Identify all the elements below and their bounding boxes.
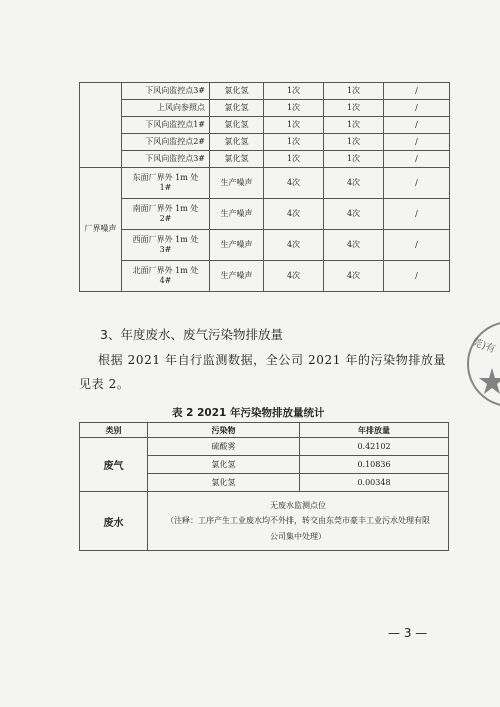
- frequency-cell: 1次: [324, 134, 384, 151]
- frequency-cell: 1次: [324, 117, 384, 134]
- point-line: 西面厂界外 1m 处: [132, 234, 199, 244]
- remark-cell: /: [384, 117, 450, 134]
- pollutant-cell: 氯化氢: [148, 456, 300, 474]
- frequency-cell: 4次: [324, 261, 384, 292]
- remark-cell: /: [384, 261, 450, 292]
- pollutant-cell: 氯化氢: [210, 134, 264, 151]
- monitoring-point: 下风向监控点3#: [122, 83, 210, 100]
- table-row: [80, 438, 449, 456]
- table-row: [80, 492, 449, 551]
- pollutant-cell: 生产噪声: [210, 230, 264, 261]
- pollutant-cell: 硫酸雾: [148, 438, 300, 456]
- category-cell-water: 废水: [80, 492, 148, 551]
- category-cell-noise: 厂界噪声: [80, 168, 122, 292]
- category-cell-gas: 废气: [80, 438, 148, 492]
- note-line: 无废水监测点位: [270, 501, 326, 511]
- table-row: [80, 100, 450, 117]
- column-header: 污染物: [148, 423, 300, 438]
- frequency-cell: 1次: [324, 151, 384, 168]
- point-line: 3#: [159, 245, 172, 254]
- pollutant-cell: 氯化氢: [148, 474, 300, 492]
- point-line: 4#: [159, 276, 172, 285]
- frequency-cell: 4次: [324, 199, 384, 230]
- point-line: 北面厂界外 1m 处: [132, 265, 199, 275]
- svg-text:莞)有: 莞)有: [470, 336, 497, 356]
- frequency-cell: 1次: [264, 83, 324, 100]
- frequency-cell: 4次: [264, 168, 324, 199]
- pollutant-cell: 氯化氢: [210, 151, 264, 168]
- remark-cell: /: [384, 199, 450, 230]
- monitoring-point: [122, 199, 210, 230]
- water-note-cell: [148, 492, 449, 551]
- remark-cell: /: [384, 83, 450, 100]
- table-row: [80, 117, 450, 134]
- pollutant-cell: 生产噪声: [210, 199, 264, 230]
- column-header: 类别: [80, 423, 148, 438]
- body-paragraph-line: 见表 2。: [79, 377, 130, 391]
- table-row: [80, 83, 450, 100]
- seal-stamp: [462, 316, 500, 416]
- remark-cell: /: [384, 230, 450, 261]
- table-row: [80, 134, 450, 151]
- monitoring-point: 上风向参照点: [122, 100, 210, 117]
- amount-cell: 0.00348: [300, 474, 449, 492]
- pollutant-cell: 生产噪声: [210, 261, 264, 292]
- table-row: [80, 199, 450, 230]
- frequency-cell: 1次: [324, 100, 384, 117]
- frequency-cell: 1次: [264, 100, 324, 117]
- table-caption: 表 2 2021 年污染物排放量统计: [172, 407, 325, 419]
- point-line: 2#: [159, 214, 172, 223]
- pollutant-cell: 氯化氢: [210, 100, 264, 117]
- point-line: 南面厂界外 1m 处: [132, 203, 199, 213]
- note-line: （注释：工序产生工业废水均不外排，转交由东莞市豪丰工业污水处理有限: [166, 516, 430, 526]
- frequency-cell: 1次: [324, 83, 384, 100]
- pollutant-cell: 氯化氢: [210, 83, 264, 100]
- frequency-cell: 1次: [264, 151, 324, 168]
- frequency-cell: 4次: [264, 199, 324, 230]
- pollutant-cell: 氯化氢: [210, 117, 264, 134]
- frequency-cell: 4次: [324, 230, 384, 261]
- category-cell-air: [80, 83, 122, 168]
- emission-statistics-table: [79, 422, 449, 551]
- seal-stamp-graphic: [462, 316, 500, 416]
- section-heading: 3、年度废水、废气污染物排放量: [100, 327, 283, 342]
- amount-cell: 0.10836: [300, 456, 449, 474]
- table-row: [80, 261, 450, 292]
- column-header: 年排放量: [300, 423, 449, 438]
- remark-cell: /: [384, 168, 450, 199]
- monitoring-point: 下风向监控点2#: [122, 134, 210, 151]
- monitoring-point: 下风向监控点3#: [122, 151, 210, 168]
- note-line: 公司集中处理）: [270, 531, 326, 541]
- monitoring-point: [122, 168, 210, 199]
- body-paragraph-line: 根据 2021 年自行监测数据，全公司 2021 年的污染物排放量: [98, 353, 447, 367]
- frequency-cell: 4次: [324, 168, 384, 199]
- monitoring-point: 下风向监控点1#: [122, 117, 210, 134]
- frequency-cell: 4次: [264, 261, 324, 292]
- point-line: 1#: [159, 183, 172, 192]
- frequency-cell: 1次: [264, 117, 324, 134]
- monitoring-frequency-table: [79, 82, 450, 292]
- monitoring-point: [122, 261, 210, 292]
- frequency-cell: 4次: [264, 230, 324, 261]
- remark-cell: /: [384, 151, 450, 168]
- point-line: 东面厂界外 1m 处: [132, 172, 199, 182]
- page-number: — 3 —: [388, 626, 428, 640]
- table-header-row: [80, 423, 449, 438]
- table-row: [80, 168, 450, 199]
- pollutant-cell: 生产噪声: [210, 168, 264, 199]
- remark-cell: /: [384, 100, 450, 117]
- monitoring-point: [122, 230, 210, 261]
- table-row: [80, 151, 450, 168]
- frequency-cell: 1次: [264, 134, 324, 151]
- amount-cell: 0.42102: [300, 438, 449, 456]
- remark-cell: /: [384, 134, 450, 151]
- table-row: [80, 230, 450, 261]
